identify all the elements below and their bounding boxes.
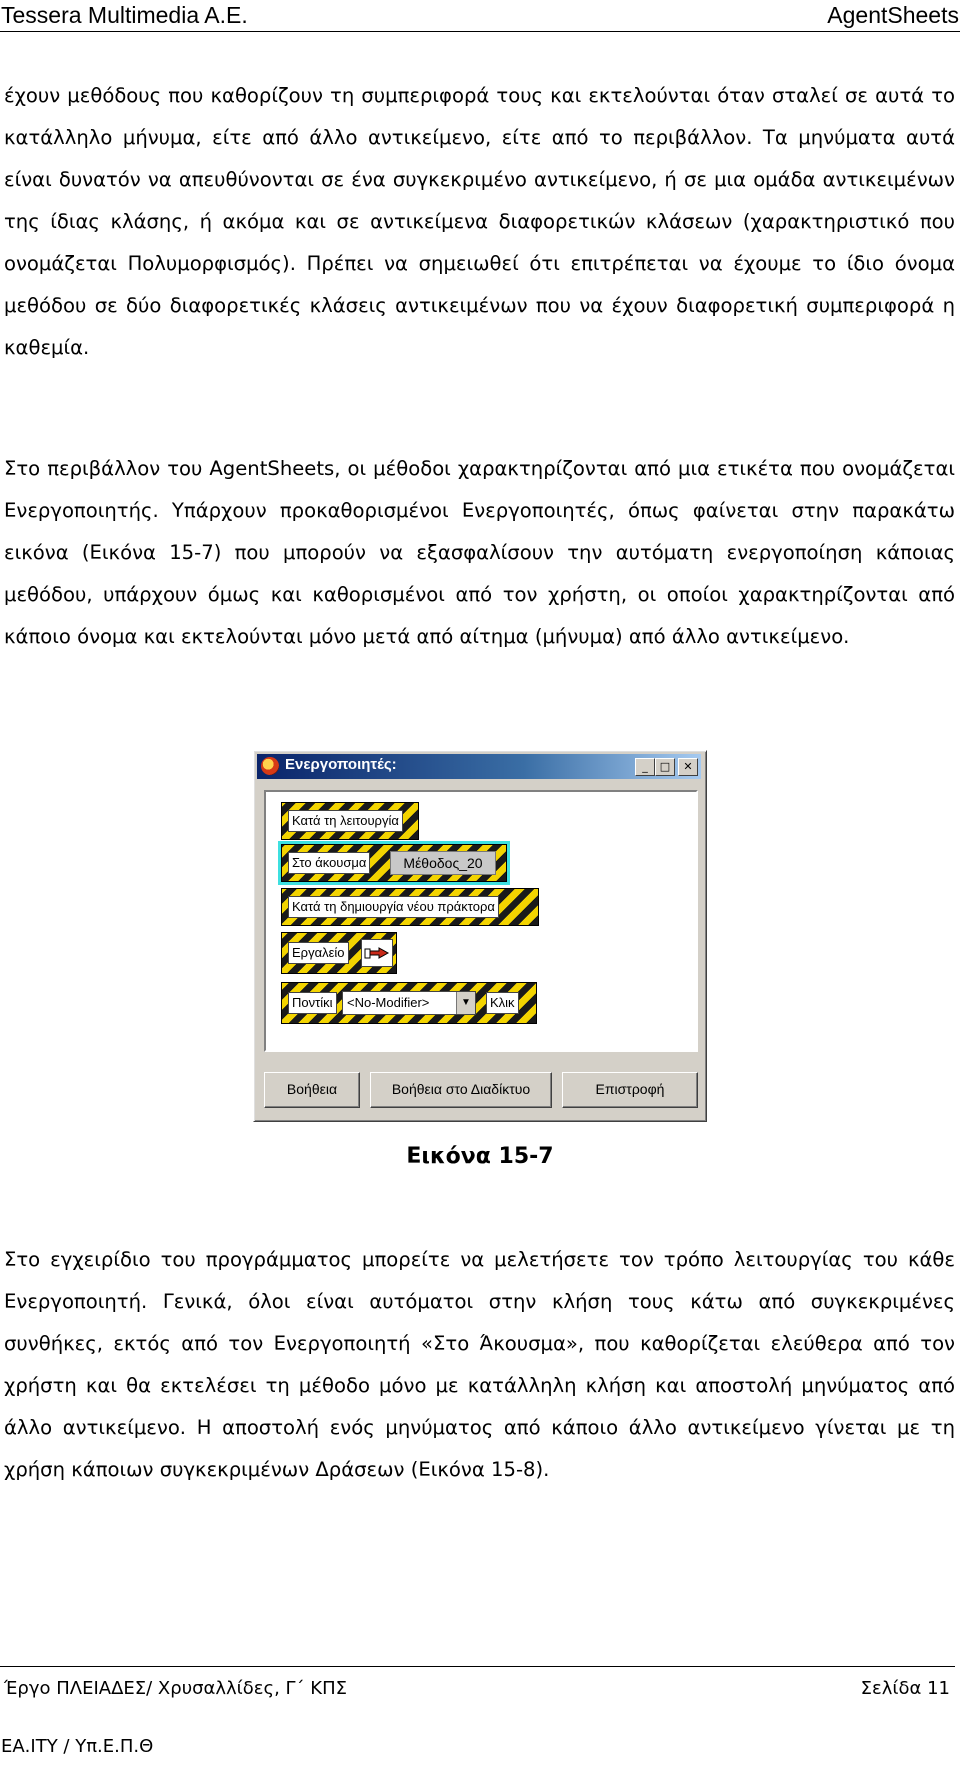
close-button[interactable]: ✕ bbox=[678, 758, 698, 776]
paragraph-methods: έχουν μεθόδους που καθορίζουν τη συμπεριφορά τους και εκτελούνται όταν σταλεί σε αυτά το κατάλληλο μήνυμα, είτε από άλλο αντικείμενο, είτε από το περιβάλλον. Τα μηνύματα αυτά είναι δυνατόν να απευθύνονται σε ένα συγκεκριμένο αντικείμενο, ή σε μια ομάδα αντικειμένων της ίδιας κλάσης, ή ακόμα και σε αντικείμενα διαφορετικών κλάσεων (χαρακτηριστικό που ονομάζεται Πολυμορφισμός). Πρέπει να σημειωθεί ότι επιτρέπεται να έχουμε το ίδιο όνομα μεθόδου σε δύο διαφορετικές κλάσεις αντικειμένων που να έχουν διαφορετική συμπεριφορά η καθεμία. bbox=[4, 84, 955, 359]
trigger-new-agent[interactable] bbox=[281, 888, 539, 926]
header-company: Tessera Multimedia A.E. bbox=[1, 2, 248, 28]
footer-divider bbox=[0, 1666, 955, 1667]
dialog-title: Ενεργοποιητές: bbox=[285, 756, 397, 773]
modifier-value: <No-Modifier> bbox=[347, 995, 430, 1010]
help-button[interactable]: Βοήθεια bbox=[264, 1072, 360, 1108]
footer-project: Έργο ΠΛΕΙΑΔΕΣ/ Χρυσαλλίδες, Γ΄ ΚΠΣ bbox=[4, 1678, 347, 1699]
trigger-label: Κατά τη λειτουργία bbox=[288, 810, 403, 832]
trigger-label: Στο άκουσμα bbox=[288, 852, 370, 874]
click-label: Κλικ bbox=[486, 992, 519, 1014]
minimize-button[interactable]: _ bbox=[635, 758, 655, 776]
figure-caption: Εικόνα 15-7 bbox=[406, 1144, 554, 1169]
maximize-button[interactable]: □ bbox=[655, 758, 675, 776]
dialog-titlebar[interactable] bbox=[257, 754, 701, 779]
trigger-label: Εργαλείο bbox=[288, 942, 349, 964]
modifier-dropdown[interactable] bbox=[342, 991, 476, 1015]
back-button[interactable]: Επιστροφή bbox=[562, 1072, 698, 1108]
trigger-tool[interactable] bbox=[281, 932, 397, 974]
trigger-label: Κατά τη δημιουργία νέου πράκτορα bbox=[288, 896, 499, 918]
method-name-field[interactable]: Μέθοδος_20 bbox=[390, 851, 496, 875]
chevron-down-icon[interactable]: ▼ bbox=[456, 992, 475, 1014]
paragraph-triggers: Στο περιβάλλον του AgentSheets, οι μέθοδοι χαρακτηρίζονται από μια ετικέτα που ονομάζεται Ενεργοποιητής. Υπάρχουν προκαθορισμένοι Ενεργοποιητές, όπως φαίνεται στην παρακάτω εικόνα (Εικόνα 15-7) που μπορούν να εξασφαλίσουν την αυτόματη ενεργοποίηση κάποιας μεθόδου, υπάρχουν όμως και καθορισμένοι από τον χρήστη, οι οποίοι χαρακτηρίζονται από κάποιο όνομα και εκτελούνται μόνο μετά από αίτημα (μήνυμα) από άλλο αντικείμενο. bbox=[4, 457, 955, 648]
trigger-while-running[interactable] bbox=[281, 802, 419, 840]
triggers-palette bbox=[264, 790, 698, 1052]
page-number: Σελίδα 11 bbox=[860, 1678, 950, 1699]
pointing-hand-icon[interactable] bbox=[361, 939, 393, 967]
trigger-label: Ποντίκι bbox=[288, 992, 337, 1014]
page-header bbox=[0, 0, 960, 32]
paragraph-manual: Στο εγχειρίδιο του προγράμματος μπορείτε να μελετήσετε τον τρόπο λειτουργίας του κάθε Ενεργοποιητή. Γενικά, όλοι είναι αυτόματοι στην κλήση τους κάτω από συγκεκριμένες συνθήκες, εκτός από τον Ενεργοποιητή «Στο Άκουσμα», που καθορίζεται ελεύθερα από τον χρήστη και θα εκτελέσει τη μέθοδο μόνο με κατάλληλη κλήση και αποστολή μηνύματος από άλλο αντικείμενο. Η αποστολή ενός μηνύματος από κάποιο άλλο αντικείμενο γίνεται με τη χρήση κάποιων συγκεκριμένων Δράσεων (Εικόνα 15-8). bbox=[4, 1248, 955, 1481]
triggers-dialog bbox=[253, 750, 707, 1122]
trigger-on-hear[interactable] bbox=[281, 844, 507, 882]
footer-ministry: ΕΑ.ΙΤΥ / Υπ.Ε.Π.Θ bbox=[1, 1736, 154, 1757]
agentsheets-app-icon bbox=[261, 757, 279, 775]
header-product: AgentSheets bbox=[827, 2, 959, 28]
web-help-button[interactable]: Βοήθεια στο Διαδίκτυο bbox=[370, 1072, 552, 1108]
trigger-mouse[interactable] bbox=[281, 982, 537, 1024]
